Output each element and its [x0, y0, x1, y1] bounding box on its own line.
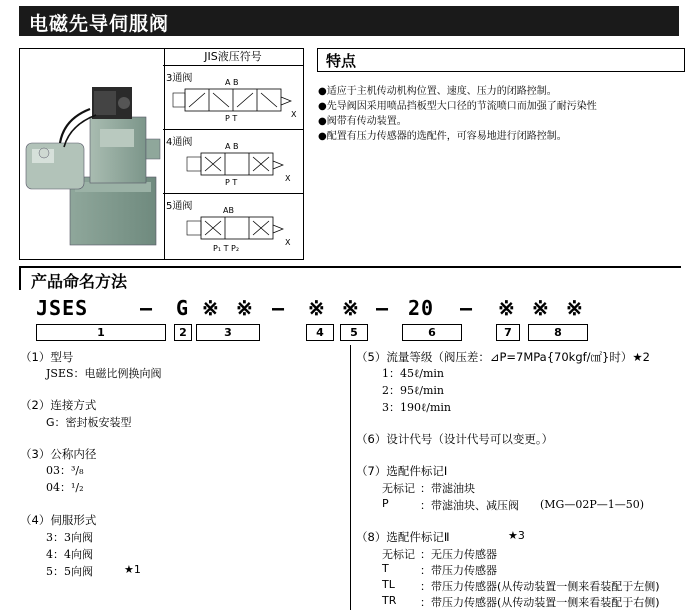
- section-8-code: T: [382, 562, 389, 575]
- valve-illustration: [20, 49, 164, 259]
- section-1-heading: （1）型号: [20, 350, 74, 364]
- section-7-desc: ：带滤油块: [420, 482, 475, 495]
- product-photo: [19, 48, 165, 260]
- jis-3way-label: 3通阀: [166, 73, 193, 84]
- section-8-star: ★3: [508, 529, 525, 542]
- section-6-heading: （6）设计代号（设计代号可以变更。）: [356, 432, 554, 446]
- jis-3way-pt: P T: [225, 114, 238, 123]
- code-box-8: 8: [528, 324, 588, 341]
- code-mark: ※: [308, 296, 326, 320]
- section-8-desc: ：带压力传感器(从传动装置一侧来看装配于左侧): [420, 580, 660, 593]
- section-7-heading: （7）选配件标记Ⅰ: [356, 464, 448, 478]
- section-5-line: 1：45ℓ/min: [382, 367, 445, 380]
- jis-5way-pt: P₁ T P₂: [213, 244, 240, 253]
- feature-item: ●先导阀因采用喷品挡板型大口径的节流喷口而加强了耐污染性: [318, 101, 597, 112]
- jis-5way-ab: AB: [223, 206, 234, 215]
- code-box-1: 1: [36, 324, 166, 341]
- section-2-heading: （2）连接方式: [20, 398, 97, 412]
- section-5-line: 2：95ℓ/min: [382, 384, 445, 397]
- section-3-heading: （3）公称内径: [20, 447, 97, 461]
- code-dash: —: [376, 296, 390, 320]
- naming-header: [19, 266, 681, 290]
- section-1-line: JSES：电磁比例换向阀: [46, 367, 162, 380]
- features-title: 特点: [326, 52, 357, 70]
- section-7-code: P: [382, 497, 389, 510]
- section-4-star: ★1: [124, 563, 141, 576]
- section-4-line: 5：5向阀: [46, 565, 93, 578]
- section-8-desc: ：无压力传感器: [420, 548, 497, 561]
- section-4-heading: （4）伺服形式: [20, 513, 97, 527]
- jis-3way-x: X: [291, 110, 297, 119]
- section-8-desc: ：带压力传感器(从传动装置一侧来看装配于右侧): [420, 596, 660, 609]
- code-conn: G: [176, 296, 190, 320]
- feature-item: ●适应于主机传动机构位置、速度、压力的闭路控制。: [318, 86, 557, 97]
- code-box-2: 2: [174, 324, 192, 341]
- code-mark: ※: [532, 296, 550, 320]
- code-design: 20: [408, 296, 435, 320]
- section-3-line: 03：³/₈: [46, 464, 84, 477]
- jis-4way-label: 4通阀: [166, 137, 193, 148]
- section-8-code: TR: [382, 594, 397, 607]
- code-mark: ※: [236, 296, 254, 320]
- code-mark: ※: [342, 296, 360, 320]
- section-7-code: 无标记: [382, 482, 415, 495]
- code-box-7: 7: [496, 324, 520, 341]
- section-5-line: 3：190ℓ/min: [382, 401, 452, 414]
- jis-3way-ab: A B: [225, 78, 239, 87]
- section-8-code: TL: [382, 578, 395, 591]
- title-bar: [19, 6, 679, 36]
- code-dash: —: [140, 296, 154, 320]
- section-8-code: 无标记: [382, 548, 415, 561]
- code-dash: —: [460, 296, 474, 320]
- page-title: 电磁先导伺服阀: [29, 13, 170, 35]
- code-prefix: JSES: [36, 296, 89, 320]
- feature-item: ●阀带有传动装置。: [318, 116, 407, 127]
- section-4-line: 3：3向阀: [46, 531, 93, 544]
- jis-5way-label: 5通阀: [166, 201, 193, 212]
- section-7-desc: ：带滤油块、减压阀: [420, 499, 519, 512]
- section-7-extra: (MG—02P—1—50): [540, 498, 645, 511]
- code-box-4: 4: [306, 324, 334, 341]
- jis-title: JIS液压符号: [163, 49, 303, 66]
- jis-4way-pt: P T: [225, 178, 238, 187]
- jis-5way-x: X: [285, 238, 291, 247]
- section-8-heading: （8）选配件标记Ⅱ: [356, 530, 450, 544]
- section-3-line: 04：¹/₂: [46, 481, 84, 494]
- code-mark: ※: [498, 296, 516, 320]
- naming-title: 产品命名方法: [31, 272, 128, 291]
- jis-symbol-panel: [163, 48, 304, 260]
- column-divider: [350, 345, 351, 610]
- feature-item: ●配置有压力传感器的选配件，可容易地进行闭路控制。: [318, 131, 567, 142]
- section-4-line: 4：4向阀: [46, 548, 93, 561]
- jis-5way-symbol: [167, 205, 301, 257]
- section-8-desc: ：带压力传感器: [420, 564, 497, 577]
- code-mark: ※: [566, 296, 584, 320]
- code-dash: —: [272, 296, 286, 320]
- jis-4way-x: X: [285, 174, 291, 183]
- features-header: [317, 48, 685, 72]
- code-mark: ※: [202, 296, 220, 320]
- section-5-heading: （5）流量等级（阀压差：⊿P=7MPa{70kgf/㎠}时）★2: [356, 350, 651, 364]
- jis-4way-ab: A B: [225, 142, 239, 151]
- code-box-5: 5: [340, 324, 368, 341]
- section-2-line: G：密封板安装型: [46, 416, 132, 429]
- code-box-3: 3: [196, 324, 260, 341]
- jis-3way-symbol: [167, 77, 301, 127]
- jis-4way-symbol: [167, 141, 301, 191]
- code-box-6: 6: [402, 324, 462, 341]
